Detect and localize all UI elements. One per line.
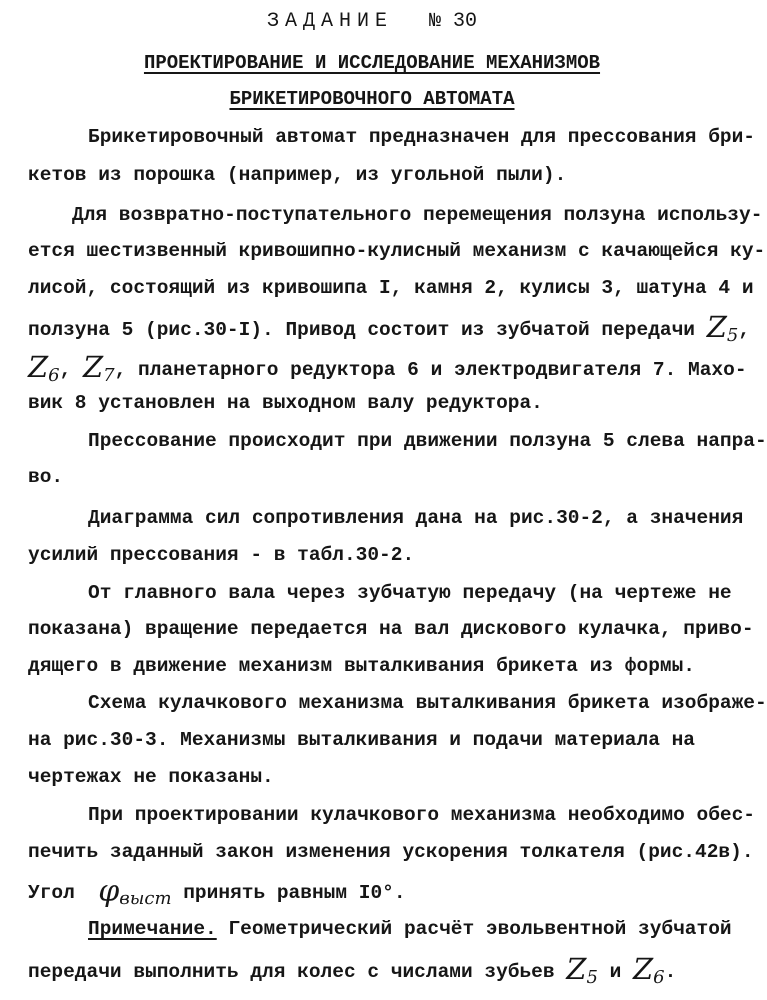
- paragraph-2-line-6: вик 8 установлен на выходном валу редуктора.: [28, 392, 543, 414]
- paragraph-7-line-1: При проектировании кулачкового механизма необходимо обес-: [88, 804, 756, 826]
- paragraph-6-line-1: Схема кулачкового механизма выталкивания брикета изображе-: [88, 692, 767, 714]
- paragraph-4-line-1: Диаграмма сил сопротивления дана на рис.30-2, а значения: [88, 507, 744, 529]
- paragraph-6-line-2: на рис.30-3. Механизмы выталкивания и подачи материала на: [28, 729, 696, 751]
- paragraph-2-line-3: лисой, состоящий из кривошипа I, камня 2, кулисы 3, шатуна 4 и: [28, 277, 754, 299]
- note-line-2-text: передачи выполнить для колес с числами зубьев: [28, 961, 555, 983]
- note-line-1: [88, 914, 732, 944]
- task-word: ЗАДАНИЕ: [266, 10, 393, 33]
- z7-symbol: $Z_7$: [83, 350, 115, 386]
- task-number: № 30: [429, 10, 478, 33]
- paragraph-7-line-3: [28, 874, 406, 909]
- paragraph-3-line-1: Прессование происходит при движении ползуна 5 слева напра-: [88, 430, 767, 452]
- task-heading: [0, 10, 744, 33]
- document-title-line-2: БРИКЕТИРОВОЧНОГО АВТОМАТА: [229, 88, 515, 110]
- paragraph-3-line-2: во.: [28, 466, 64, 488]
- paragraph-1-line-1: Брикетировочный автомат предназначен для прессования бри-: [88, 126, 756, 148]
- note-line-1-text: Геометрический расчёт эвольвентной зубчатой: [228, 918, 732, 940]
- z5-trailing-comma: ,: [738, 319, 751, 341]
- paragraph-6-line-3: чертежах не показаны.: [28, 766, 274, 788]
- note-and-word: и: [609, 961, 622, 983]
- phi-dwell-symbol: $\varphi_{выст}$: [98, 874, 172, 909]
- paragraph-1-line-2: кетов из порошка (например, из угольной пыли).: [28, 164, 567, 186]
- paragraph-7-line-2: печить заданный закон изменения ускорения толкателя (рис.42в).: [28, 841, 754, 863]
- note-line-2: [28, 952, 677, 988]
- paragraph-5-line-1: От главного вала через зубчатую передачу (на чертеже не: [88, 582, 732, 604]
- paragraph-5-line-2: показана) вращение передается на вал дискового кулачка, приво-: [28, 618, 754, 640]
- paragraph-2-line-5-text: планетарного редуктора 6 и электродвигателя 7. Махо-: [138, 359, 747, 381]
- paragraph-5-line-3: дящего в движение механизм выталкивания брикета из формы.: [28, 655, 696, 677]
- document-title-line-1: ПРОЕКТИРОВАНИЕ И ИССЛЕДОВАНИЕ МЕХАНИЗМОВ: [143, 52, 601, 74]
- paragraph-7-line-3-angle-word: Угол: [28, 882, 75, 904]
- z5-note-symbol: $Z_5$: [566, 952, 598, 988]
- paragraph-4-line-2: усилий прессования - в табл.30-2.: [28, 544, 415, 566]
- z6-symbol: $Z_6$: [28, 350, 60, 386]
- paragraph-2-line-4-text: ползуна 5 (рис.30-I). Привод состоит из зубчатой передачи: [28, 319, 696, 341]
- paragraph-7-line-3-text: принять равным I0°.: [183, 882, 406, 904]
- paragraph-2-line-5: [28, 350, 747, 386]
- z7-comma: ,: [114, 359, 127, 381]
- final-period: .: [664, 961, 677, 983]
- z6-note-symbol: $Z_6$: [633, 952, 665, 988]
- paragraph-2-line-2: ется шестизвенный кривошипно-кулисный механизм с качающейся ку-: [28, 240, 766, 262]
- paragraph-2-line-4: [28, 310, 751, 346]
- paragraph-2-line-1: Для возвратно-поступательного перемещения ползуна использу-: [72, 204, 763, 226]
- z5-symbol: $Z_5$: [706, 310, 739, 346]
- note-label: Примечание.: [88, 918, 217, 940]
- z6-comma: ,: [59, 359, 72, 381]
